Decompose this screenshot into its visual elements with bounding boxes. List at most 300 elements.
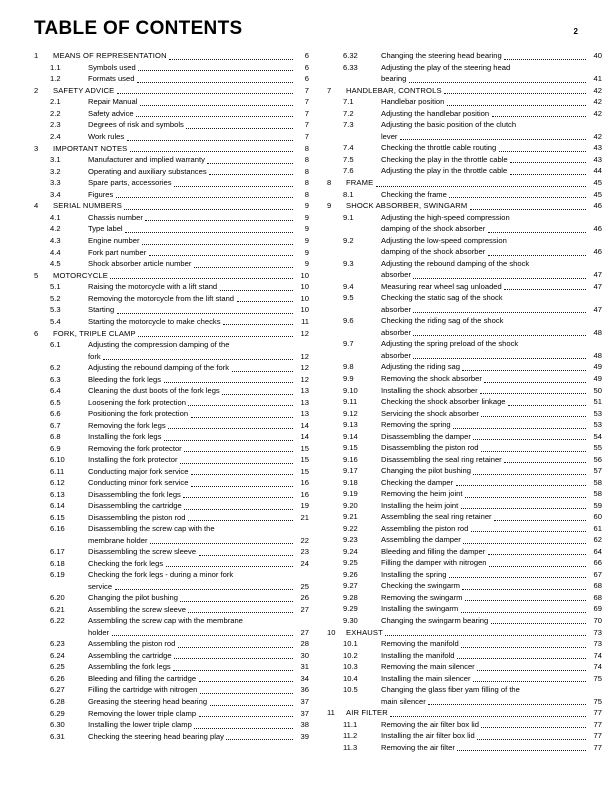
toc-entry-4-2[interactable]	[30, 223, 309, 235]
toc-entry-title: Installing the spring	[381, 569, 447, 579]
toc-entry-number: 6.8	[50, 432, 61, 442]
toc-entry-9-3[interactable]	[323, 258, 602, 281]
toc-entry-6-23[interactable]	[30, 638, 309, 650]
toc-entry-9-5[interactable]	[323, 292, 602, 315]
toc-entry-title-wrap	[88, 339, 309, 362]
toc-entry-7-1[interactable]	[323, 96, 602, 108]
toc-entry-title-wrap	[381, 615, 588, 627]
toc-entry-2[interactable]	[30, 85, 309, 97]
toc-entry-6-26[interactable]	[30, 673, 309, 685]
toc-entry-page: 58	[593, 489, 602, 499]
toc-entry-page: 62	[593, 535, 602, 545]
toc-entry-6-2[interactable]	[30, 362, 309, 374]
toc-entry-9-22[interactable]	[323, 523, 602, 535]
toc-entry-number: 6.9	[50, 443, 61, 453]
toc-entry-10-4[interactable]	[323, 673, 602, 685]
toc-entry-number: 10.3	[343, 662, 358, 672]
toc-entry-6-1[interactable]	[30, 339, 309, 362]
toc-entry-6-14[interactable]	[30, 500, 309, 512]
toc-entry-9-7[interactable]	[323, 338, 602, 361]
toc-entry-9-26[interactable]	[323, 569, 602, 581]
toc-entry-11-2[interactable]	[323, 730, 602, 742]
toc-entry-3-4[interactable]	[30, 189, 309, 201]
toc-entry-title: Changing the swingarm bearing	[381, 615, 489, 625]
toc-entry-6-6[interactable]	[30, 408, 309, 420]
toc-entry-number: 6	[34, 328, 39, 338]
toc-entry-6[interactable]	[30, 328, 309, 340]
toc-entry-6-27[interactable]	[30, 684, 309, 696]
toc-entry-10-5[interactable]	[323, 684, 602, 707]
toc-entry-number: 6.25	[50, 662, 65, 672]
toc-entry-title: Bleeding and filling the damper	[381, 546, 486, 556]
toc-entry-6-7[interactable]	[30, 420, 309, 432]
toc-entry-title-wrap	[88, 304, 295, 316]
toc-entry-page: 8	[304, 166, 309, 176]
toc-entry-title: Installing the shock absorber	[381, 385, 478, 395]
toc-entry-title: Adjusting the low-speed compression	[381, 235, 507, 245]
toc-entry-title: Loosening the fork protection	[88, 397, 186, 407]
toc-entry-title: Installing the fork legs	[88, 432, 162, 442]
toc-entry-6-13[interactable]	[30, 489, 309, 501]
toc-entry-number: 10.1	[343, 639, 358, 649]
toc-entry-number: 9.8	[343, 362, 354, 372]
toc-entry-6-28[interactable]	[30, 696, 309, 708]
toc-entry-5-3[interactable]	[30, 304, 309, 316]
toc-leader-dots	[508, 405, 585, 406]
toc-entry-title: Changing the pilot bushing	[381, 466, 471, 476]
toc-entry-number: 2.4	[50, 131, 61, 141]
toc-column-right	[323, 50, 602, 753]
toc-entry-6-30[interactable]	[30, 719, 309, 731]
toc-entry-6-29[interactable]	[30, 708, 309, 720]
toc-entry-title-wrap	[346, 85, 588, 97]
toc-entry-page: 55	[593, 443, 602, 453]
toc-entry-9-8[interactable]	[323, 361, 602, 373]
toc-entry-number: 9.4	[343, 281, 354, 291]
toc-entry-number: 9	[327, 201, 332, 211]
toc-entry-number: 9.13	[343, 420, 358, 430]
toc-entry-title-wrap	[88, 212, 295, 224]
toc-entry-number: 4.3	[50, 236, 61, 245]
toc-entry-page: 7	[304, 120, 309, 130]
toc-entry-page: 23	[300, 547, 309, 557]
toc-entry-title-continued-line	[381, 131, 602, 143]
toc-entry-4-1[interactable]	[30, 212, 309, 224]
toc-leader-dots	[138, 336, 292, 337]
toc-entry-9-27[interactable]	[323, 580, 602, 592]
toc-entry-title: Conducting major fork service	[88, 466, 189, 476]
toc-entry-7-4[interactable]	[323, 142, 602, 154]
toc-leader-dots	[499, 151, 586, 152]
toc-entry-page: 53	[593, 408, 602, 418]
toc-entry-6-17[interactable]	[30, 546, 309, 558]
toc-entry-page: 15	[300, 443, 309, 453]
toc-entry-title-wrap	[88, 661, 295, 673]
toc-entry-page: 42	[593, 108, 602, 118]
toc-entry-title-wrap	[381, 338, 602, 361]
toc-entry-title: Work rules	[88, 131, 125, 141]
toc-entry-title-wrap	[381, 673, 588, 685]
toc-entry-number: 9.3	[343, 258, 354, 268]
toc-entry-number: 7.5	[343, 154, 354, 164]
toc-entry-title: Formats used	[88, 74, 135, 84]
toc-entry-number: 6.7	[50, 420, 61, 430]
toc-entry-page: 6	[304, 74, 309, 84]
toc-leader-dots	[210, 705, 293, 706]
toc-entry-6-16[interactable]	[30, 523, 309, 546]
toc-entry-title-wrap	[381, 592, 588, 604]
toc-entry-title-wrap	[53, 85, 295, 97]
toc-entry-6-20[interactable]	[30, 592, 309, 604]
toc-leader-dots	[138, 70, 292, 71]
toc-entry-title-wrap	[381, 500, 588, 512]
toc-entry-5-1[interactable]	[30, 281, 309, 293]
toc-entry-6-5[interactable]	[30, 397, 309, 409]
toc-entry-page: 43	[593, 143, 602, 153]
toc-leader-dots	[209, 174, 292, 175]
toc-entry-title-wrap	[381, 189, 588, 201]
toc-entry-title-wrap	[381, 142, 588, 154]
toc-entry-title: Disassembling the fork legs	[88, 489, 181, 499]
toc-entry-title-continued-line	[88, 581, 309, 593]
toc-entry-title-wrap	[88, 431, 295, 443]
toc-entry-title-continued: absorber	[381, 327, 411, 337]
toc-entry-9-12[interactable]	[323, 408, 602, 420]
toc-entry-9-18[interactable]	[323, 477, 602, 489]
toc-entry-2-1[interactable]	[30, 96, 309, 108]
toc-leader-dots	[191, 474, 293, 475]
toc-entry-title-wrap	[88, 523, 309, 546]
toc-entry-page: 41	[593, 74, 602, 84]
toc-entry-4-3[interactable]	[30, 235, 309, 247]
toc-entry-7[interactable]	[323, 85, 602, 97]
toc-entry-9-6[interactable]	[323, 315, 602, 338]
toc-entry-title-wrap	[53, 143, 295, 155]
toc-leader-dots	[222, 394, 292, 395]
toc-leader-dots	[461, 508, 586, 509]
toc-entry-4[interactable]	[30, 200, 309, 212]
toc-entry-number: 6.13	[50, 489, 65, 499]
toc-entry-6-8[interactable]	[30, 431, 309, 443]
toc-entry-title-wrap	[381, 408, 588, 420]
toc-entry-6-9[interactable]	[30, 443, 309, 455]
toc-entry-title-continued: absorber	[381, 304, 411, 314]
toc-entry-title-continued-line	[381, 269, 602, 281]
toc-leader-dots	[462, 589, 585, 590]
toc-entry-10[interactable]	[323, 627, 602, 639]
toc-entry-5-2[interactable]	[30, 293, 309, 305]
toc-entry-number: 9.23	[343, 535, 358, 545]
toc-entry-number: 9.25	[343, 558, 358, 568]
toc-entry-title-wrap	[381, 154, 588, 166]
toc-entry-page: 53	[593, 420, 602, 430]
toc-entry-number: 6.10	[50, 455, 65, 465]
toc-entry-6-25[interactable]	[30, 661, 309, 673]
toc-entry-title-wrap	[88, 489, 295, 501]
toc-entry-title: Assembling the damper	[381, 535, 461, 545]
toc-leader-dots	[413, 278, 585, 279]
toc-entry-2-2[interactable]	[30, 108, 309, 120]
toc-entry-6-12[interactable]	[30, 477, 309, 489]
toc-entry-number: 5.3	[50, 305, 61, 315]
toc-entry-3-1[interactable]	[30, 154, 309, 166]
toc-entry-page: 73	[593, 627, 602, 637]
toc-entry-10-3[interactable]	[323, 661, 602, 673]
toc-entry-number: 3	[34, 143, 39, 153]
toc-entry-7-6[interactable]	[323, 165, 602, 177]
toc-entry-number: 6.16	[50, 524, 65, 534]
toc-entry-title: Checking the riding sag of the shock	[381, 316, 504, 326]
toc-entry-number: 7.6	[343, 166, 354, 176]
toc-entry-9-10[interactable]	[323, 385, 602, 397]
toc-entry-title: Assembling the screw sleeve	[88, 604, 186, 614]
toc-entry-title-continued-line	[381, 223, 602, 235]
toc-entry-page: 14	[300, 420, 309, 430]
toc-entry-title-wrap	[88, 719, 295, 731]
toc-entry-9-21[interactable]	[323, 511, 602, 523]
toc-entry-title-wrap	[381, 511, 588, 523]
toc-entry-9-16[interactable]	[323, 454, 602, 466]
toc-entry-4-5[interactable]	[30, 258, 309, 270]
toc-entry-title: Type label	[88, 224, 123, 234]
toc-entry-1-1[interactable]	[30, 62, 309, 74]
toc-entry-page: 77	[593, 742, 602, 752]
toc-entry-title-wrap	[88, 119, 295, 131]
toc-entry-5-4[interactable]	[30, 316, 309, 328]
toc-entry-number: 6.21	[50, 604, 65, 614]
toc-entry-title-continued-line	[381, 304, 602, 316]
toc-leader-dots	[465, 497, 586, 498]
toc-columns	[30, 50, 602, 753]
toc-entry-title-wrap	[381, 419, 588, 431]
toc-entry-9-9[interactable]	[323, 373, 602, 385]
toc-entry-3-3[interactable]	[30, 177, 309, 189]
toc-entry-page: 42	[593, 85, 602, 95]
toc-entry-9-1[interactable]	[323, 212, 602, 235]
toc-entry-page: 47	[593, 270, 602, 280]
toc-entry-title: Checking the swingarm	[381, 581, 460, 591]
toc-leader-dots	[449, 197, 585, 198]
toc-entry-6-33[interactable]	[323, 62, 602, 85]
toc-entry-number: 9.15	[343, 443, 358, 453]
toc-entry-9-24[interactable]	[323, 546, 602, 558]
toc-entry-number: 6.32	[343, 51, 358, 60]
toc-entry-9-15[interactable]	[323, 442, 602, 454]
toc-entry-6-22[interactable]	[30, 615, 309, 638]
toc-entry-title-continued: holder	[88, 627, 110, 637]
toc-entry-page: 42	[593, 131, 602, 141]
toc-entry-number: 6.18	[50, 558, 65, 568]
toc-leader-dots	[237, 301, 293, 302]
toc-entry-number: 11	[327, 708, 335, 718]
toc-entry-5[interactable]	[30, 270, 309, 282]
toc-entry-page: 61	[593, 523, 602, 533]
toc-entry-title-wrap	[381, 719, 588, 731]
toc-entry-title: FORK, TRIPLE CLAMP	[53, 328, 136, 338]
toc-entry-6-31[interactable]	[30, 731, 309, 743]
toc-entry-9-13[interactable]	[323, 419, 602, 431]
toc-entry-6-11[interactable]	[30, 466, 309, 478]
toc-entry-title-continued: lever	[381, 131, 398, 141]
toc-entry-9-29[interactable]	[323, 603, 602, 615]
toc-entry-title: Checking the throttle cable routing	[381, 143, 497, 153]
toc-entry-title-wrap	[381, 385, 588, 397]
toc-entry-9-11[interactable]	[323, 396, 602, 408]
toc-entry-title-wrap	[88, 131, 295, 143]
toc-entry-title-continued: absorber	[381, 270, 411, 280]
toc-entry-number: 9.17	[343, 466, 358, 476]
toc-entry-9[interactable]	[323, 200, 602, 212]
toc-entry-6-19[interactable]	[30, 569, 309, 592]
toc-entry-number: 7.4	[343, 143, 354, 153]
toc-entry-title: IMPORTANT NOTES	[53, 143, 128, 153]
toc-entry-10-1[interactable]	[323, 638, 602, 650]
toc-entry-title: Bleeding and filling the cartridge	[88, 673, 197, 683]
toc-entry-title: Checking the damper	[381, 477, 454, 487]
toc-entry-8-1[interactable]	[323, 189, 602, 201]
toc-entry-page: 9	[304, 212, 309, 222]
toc-entry-title-wrap	[88, 189, 295, 201]
toc-entry-7-3[interactable]	[323, 119, 602, 142]
toc-leader-dots	[173, 670, 292, 671]
toc-entry-title-wrap	[381, 730, 588, 742]
toc-entry-page: 9	[304, 259, 309, 269]
toc-leader-dots	[194, 728, 292, 729]
toc-leader-dots	[191, 417, 293, 418]
toc-leader-dots	[494, 520, 585, 521]
toc-entry-page: 27	[300, 627, 309, 637]
toc-entry-title: EXHAUST	[346, 627, 383, 637]
toc-entry-number: 5.2	[50, 293, 61, 303]
toc-entry-11[interactable]	[323, 707, 602, 719]
toc-entry-page: 45	[593, 189, 602, 199]
toc-entry-page: 47	[593, 281, 602, 291]
toc-entry-6-10[interactable]	[30, 454, 309, 466]
toc-entry-1-2[interactable]	[30, 73, 309, 85]
toc-entry-title: Removing the manifold	[381, 639, 459, 649]
toc-entry-title-wrap	[381, 650, 588, 662]
toc-entry-11-1[interactable]	[323, 719, 602, 731]
toc-entry-2-4[interactable]	[30, 131, 309, 143]
toc-entry-title: Spare parts, accessories	[88, 178, 172, 188]
toc-entry-number: 9.30	[343, 615, 358, 625]
toc-entry-6-3[interactable]	[30, 374, 309, 386]
toc-entry-title-wrap	[88, 454, 295, 466]
toc-entry-title-wrap	[381, 292, 602, 315]
toc-entry-9-2[interactable]	[323, 235, 602, 258]
toc-entry-title: Disassembling the screw sleeve	[88, 547, 197, 557]
toc-entry-page: 48	[593, 350, 602, 360]
toc-entry-number: 9.14	[343, 431, 358, 441]
toc-entry-title-wrap	[381, 431, 588, 443]
toc-entry-title-wrap	[381, 62, 602, 85]
toc-entry-title-wrap	[88, 615, 309, 638]
toc-entry-page: 45	[593, 178, 602, 188]
toc-entry-number: 6.3	[50, 374, 61, 384]
toc-entry-6-18[interactable]	[30, 558, 309, 570]
toc-entry-number: 6.28	[50, 697, 65, 706]
toc-entry-page: 30	[300, 650, 309, 660]
toc-entry-title: Installing the main silencer	[381, 673, 471, 683]
toc-entry-6-32[interactable]	[323, 50, 602, 62]
toc-entry-4-4[interactable]	[30, 247, 309, 259]
toc-entry-title: Conducting minor fork service	[88, 478, 189, 488]
toc-entry-title-wrap	[53, 50, 295, 62]
toc-entry-title: Engine number	[88, 236, 140, 245]
toc-entry-title: Removing the heim joint	[381, 489, 463, 499]
toc-entry-title: Removing the air filter box lid	[381, 719, 479, 729]
toc-entry-8[interactable]	[323, 177, 602, 189]
toc-entry-title-wrap	[88, 546, 295, 558]
toc-leader-dots	[413, 358, 585, 359]
toc-entry-7-2[interactable]	[323, 108, 602, 120]
toc-entry-9-17[interactable]	[323, 465, 602, 477]
toc-entry-title-wrap	[88, 466, 295, 478]
toc-leader-dots	[477, 739, 585, 740]
toc-entry-title: Removing the air filter	[381, 742, 455, 752]
toc-entry-title-wrap	[381, 661, 588, 673]
toc-entry-title: Disassembling the screw cap with the	[88, 524, 215, 534]
toc-entry-6-24[interactable]	[30, 650, 309, 662]
toc-entry-title: Disassembling the piston rod	[88, 512, 186, 522]
toc-entry-1[interactable]	[30, 50, 309, 62]
toc-entry-number: 10	[327, 627, 336, 637]
toc-entry-6-15[interactable]	[30, 512, 309, 524]
toc-entry-page: 7	[304, 131, 309, 141]
toc-entry-page: 25	[300, 581, 309, 591]
toc-entry-9-14[interactable]	[323, 431, 602, 443]
toc-entry-11-3[interactable]	[323, 742, 602, 754]
toc-entry-9-25[interactable]	[323, 557, 602, 569]
toc-leader-dots	[447, 105, 586, 106]
toc-entry-title-wrap	[88, 512, 295, 524]
toc-entry-number: 9.20	[343, 500, 358, 510]
toc-entry-number: 6.22	[50, 616, 65, 626]
toc-entry-page: 74	[593, 650, 602, 660]
toc-entry-9-23[interactable]	[323, 534, 602, 546]
toc-entry-title: Manufacturer and implied warranty	[88, 155, 205, 165]
toc-entry-9-19[interactable]	[323, 488, 602, 500]
toc-entry-9-4[interactable]	[323, 281, 602, 293]
toc-entry-2-3[interactable]	[30, 119, 309, 131]
toc-entry-title: Removing the main silencer	[381, 662, 475, 672]
toc-leader-dots	[180, 463, 293, 464]
toc-entry-6-21[interactable]	[30, 604, 309, 616]
toc-entry-title: SERIAL NUMBERS	[53, 201, 122, 211]
toc-entry-page: 75	[593, 673, 602, 683]
toc-entry-number: 6.1	[50, 340, 61, 350]
toc-entry-title-continued: damping of the shock absorber	[381, 224, 486, 234]
toc-entry-9-20[interactable]	[323, 500, 602, 512]
toc-entry-title-wrap	[53, 270, 295, 282]
toc-entry-3-2[interactable]	[30, 166, 309, 178]
toc-entry-title: HANDLEBAR, CONTROLS	[346, 85, 442, 95]
toc-entry-title: Adjusting the rebound damping of the fork	[88, 363, 229, 373]
toc-entry-9-30[interactable]	[323, 615, 602, 627]
toc-entry-title-wrap	[381, 258, 602, 281]
toc-entry-number: 9.24	[343, 546, 358, 556]
toc-entry-page: 21	[300, 512, 309, 522]
toc-entry-7-5[interactable]	[323, 154, 602, 166]
toc-entry-10-2[interactable]	[323, 650, 602, 662]
toc-entry-9-28[interactable]	[323, 592, 602, 604]
toc-entry-number: 9.11	[343, 397, 358, 407]
toc-entry-3[interactable]	[30, 143, 309, 155]
toc-entry-title: Removing the shock absorber	[381, 374, 482, 383]
toc-entry-6-4[interactable]	[30, 385, 309, 397]
toc-entry-title: Fork part number	[88, 247, 147, 257]
toc-entry-page: 50	[593, 385, 602, 395]
